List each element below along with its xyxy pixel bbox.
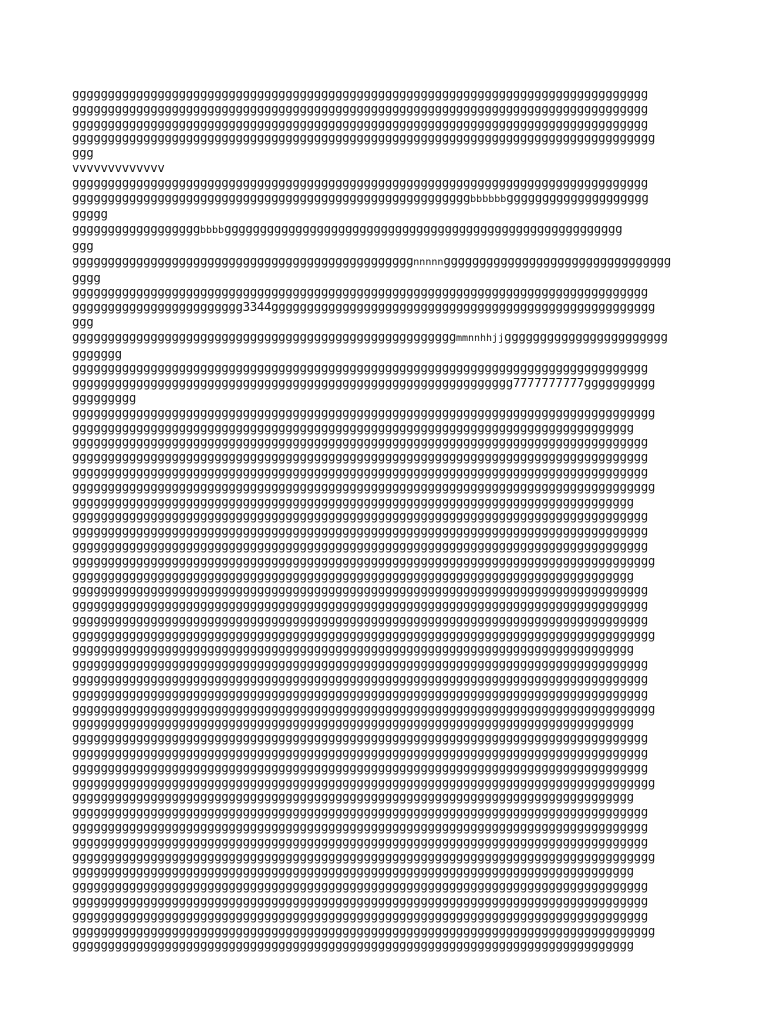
text-run: ggggggggggggggggggggggggggggggggggggggggggggggggggggggggggggggggggggggggggggggggg <box>72 894 648 909</box>
text-line <box>72 583 712 598</box>
text-line <box>72 598 712 613</box>
text-run: gggggggggg <box>583 376 656 391</box>
text-run: ggggggggg <box>72 390 136 405</box>
inline-run: bbbbbb <box>470 193 507 205</box>
text-run: gggggggggggggggggggggggggggggggggggggggggggggggggggggggggggggggggggggggggggggggggg <box>72 775 656 790</box>
text-run: ggggggggggggggggggggggggggggggggggggggggggggggggggggggggggggggggggggggggggggggg <box>72 790 634 805</box>
text-run: ggggggggggggggggggggggggggggggggggggggggggggggggggggggggggggggggggggggggggggggggg <box>72 746 648 761</box>
text-run: gggggggggggggggggggggggggggggggggggggggggggggggggggggggggggggggggggggggggggggggggg <box>72 923 656 938</box>
text-line <box>72 102 712 117</box>
text-run: ggggggggggggggggggggggggggggggggggggggggggggggggggggggggggggggggggggggggggggggggg <box>72 805 648 820</box>
text-line <box>72 628 712 643</box>
text-line <box>72 421 712 436</box>
inline-run: bbbb <box>199 225 225 237</box>
text-run: gggggggggggggggggggggggggggggggggggggggggggggggggggggg <box>271 300 656 315</box>
inline-run: mmnnhhjj <box>455 332 505 344</box>
text-line <box>72 672 712 687</box>
inline-run: 3344 <box>242 300 272 315</box>
text-line <box>72 435 712 450</box>
text-run: ggggggggggggggggggggggggggggggggggggggggggggggggggggggggggggggggggggggggggggggggg <box>72 175 648 190</box>
text-line <box>72 239 712 254</box>
text-line <box>72 820 712 835</box>
text-line <box>72 330 712 347</box>
text-run: gggggggggggggggggggggggggggggggggggggggggggggggg <box>72 253 414 268</box>
text-run: gggggggggggggggggggg <box>506 190 649 205</box>
text-line <box>72 87 712 102</box>
text-run: ggggggggggggggggggggggggggggggggggggggggggggggggggggggggggggggggggggggggggggggggg <box>72 760 648 775</box>
text-line <box>72 254 712 271</box>
text-run: ggggggggggggggggggggggggggggggggggggggggggggggggggggggggggggggggggggggggggggggggg <box>72 908 648 923</box>
text-run: ggggggggggggggggggggggggggggggggggggggggggggggggggggggggggggggggggggggggggggggggg <box>72 731 648 746</box>
text-run: ggggggggggggggggggggggggggggggggggggggggggggggggggggggggggggggggggggggggggggggg <box>72 642 634 657</box>
text-run: ggggggggggggggggggggggggggggggggggggggggggggggggggggggggggggggggggggggggggggggggg <box>72 285 648 300</box>
text-line <box>72 864 712 879</box>
text-run: gggggggggggggggggggggggggggggggggggggggggggggggggggggggggggggggggggggggggggggggggg <box>72 849 656 864</box>
text-run: gggggggggggggggggggggggggggggggggggggggggggggggggggggggg <box>224 222 623 237</box>
text-run: gggggggggggggggggggggggggggggggggggggggggggggggggggggggggggggggggggggggggggggggggg <box>72 479 656 494</box>
text-run: ggg <box>72 146 94 161</box>
text-line <box>72 613 712 628</box>
text-run: ggggggggggggggggggggggg <box>504 329 668 344</box>
text-run: ggggggggggggggggggggggggggggggggggggggggggggggggggggggggggggggggggggggggggggggggg <box>72 435 648 450</box>
text-line <box>72 642 712 657</box>
text-run: gggggggggggggggggggggggggggggggggggggggggggggggggggggggggggggggggggggggggggggggggg <box>72 131 656 146</box>
text-line <box>72 805 712 820</box>
text-run: gggggggggggggggggggggggggggggggggggggggggggggggggggggggg <box>72 190 471 205</box>
text-line <box>72 687 712 702</box>
text-line <box>72 716 712 731</box>
text-line <box>72 450 712 465</box>
text-line <box>72 731 712 746</box>
text-line <box>72 300 712 315</box>
text-run: ggggggggggggggggggggggggggggggggggggggggggggggggggggggggggggggggggggggggggggggggg <box>72 598 648 613</box>
text-line <box>72 569 712 584</box>
text-line <box>72 790 712 805</box>
text-run: gggggggggggggggggg <box>72 222 200 237</box>
text-run: gggg <box>72 270 101 285</box>
text-run: gggggggggggggggggggggggggggggggggggggggggggggggggggggggggggggggggggggggggggggggggg <box>72 701 656 716</box>
text-line <box>72 776 712 791</box>
text-run: gggggggggggggggggggggggggggggggggggggggggggggggggggggggggggggggggggggggggggggggggg <box>72 553 656 568</box>
text-line <box>72 222 712 239</box>
text-run: ggggggggggggggggggggggggggggggggggggggggggggggggggggggggggggggggggggggggggggggggg <box>72 538 648 553</box>
text-run: gggggggggggggggggggggggggggggggggggggggggggggggggggggggggggggggggggggggggggggggggg <box>72 405 656 420</box>
text-run: ggggggggggggggggggggggggggggggggggggggggggggggggggggggggggggggggggggggggggggggggg <box>72 834 648 849</box>
text-line <box>72 465 712 480</box>
text-line <box>72 495 712 510</box>
text-run: gggggggggggggggggggggggg <box>72 300 243 315</box>
text-line <box>72 761 712 776</box>
text-line <box>72 285 712 300</box>
text-line <box>72 347 712 362</box>
text-line <box>72 146 712 161</box>
text-run: ggggggggggggggggggggggggggggggggggggggggggggggggggggggggggggggggggggggggggggggg <box>72 420 634 435</box>
text-line <box>72 702 712 717</box>
text-run: ggggggggggggggggggggggggggggggggggggggggggggggggggggggggggggggggggggggggggggggggg <box>72 820 648 835</box>
text-run: ggggggggggggggggggggggggggggggggggggggggggggggggggggggggggggggggggggggggggggggggg <box>72 450 648 465</box>
text-run: ggggggggggggggggggggggggggggggggggggggggggggggggggggggggggggggggggggggggggggggggg <box>72 101 648 116</box>
text-line <box>72 894 712 909</box>
text-run: ggggggggggggggggggggggggggggggggggggggggggggggggggggggggggggggggggggggggggggggggg <box>72 509 648 524</box>
text-run: gggggggggggggggggggggggggggggggggggggggggggggggggggggggggggggg <box>72 376 513 391</box>
text-run: ggggggggggggggggggggggggggggggggggggggggggggggggggggggggggggggggggggggggggggggggg <box>72 464 648 479</box>
text-run: ggggggggggggggggggggggggggggggggggggggggggggggggggggggggggggggggggggggggggggggg <box>72 716 634 731</box>
text-run: ggggggggggggggggggggggggggggggggggggggggggggggggggggggggggggggggggggggggggggggggg <box>72 524 648 539</box>
text-line <box>72 539 712 554</box>
text-line <box>72 161 712 176</box>
text-line <box>72 176 712 191</box>
text-line <box>72 480 712 495</box>
text-line <box>72 117 712 132</box>
text-run: ggggggggggggggggggggggggggggggggggggggggggggggggggggggggggggggggggggggggggggggggg <box>72 116 648 131</box>
text-run: ggggggggggggggggggggggggggggggggggggggggggggggggggggggggggggggggggggggggggggggg <box>72 938 634 953</box>
text-run: ggggggggggggggggggggggggggggggggggggggggggggggggggggggggggggggggggggggggggggggg <box>72 494 634 509</box>
text-run: ggggggggggggggggggggggggggggggggggggggggggggggggggggggggggggggggggggggggggggggg <box>72 568 634 583</box>
text-line <box>72 271 712 286</box>
text-run: ggggggggggggggggggggggggggggggggggggggggggggggggggggggggggggggggggggggggggggggggg <box>72 583 648 598</box>
inline-run: 7777777777 <box>512 376 584 391</box>
document-body <box>72 87 712 953</box>
text-run: ggggggggggggggggggggggggggggggggggggggggggggggggggggggggggggggggggggggggggggggggg <box>72 686 648 701</box>
text-run: ggggggggggggggggggggggggggggggggggggggggggggggggggggggggggggggggggggggggggggggggg <box>72 361 648 376</box>
text-line <box>72 315 712 330</box>
inline-run: nnnnn <box>413 256 444 268</box>
text-line <box>72 376 712 391</box>
text-line <box>72 131 712 146</box>
text-run: ggg <box>72 314 94 329</box>
text-line <box>72 191 712 208</box>
text-line <box>72 554 712 569</box>
text-line <box>72 879 712 894</box>
text-line <box>72 207 712 222</box>
text-line <box>72 746 712 761</box>
text-run: ggggggggggggggggggggggggggggggggggggggggggggggggggggggggggggggggggggggggggggggggg <box>72 879 648 894</box>
text-line <box>72 524 712 539</box>
text-line <box>72 361 712 376</box>
text-run: vvvvvvvvvvvvv <box>72 160 165 175</box>
text-line <box>72 924 712 939</box>
text-run: ggggggggggggggggggggggggggggggggggggggggggggggggggggggggggggggggggggggggggggggg <box>72 864 634 879</box>
text-run: ggg <box>72 238 94 253</box>
text-run: ggggggggggggggggggggggggggggggggggggggggggggggggggggggggggggggggggggggggggggggggg <box>72 657 648 672</box>
text-line <box>72 657 712 672</box>
text-run: ggggggggggggggggggggggggggggggggggggggggggggggggggggggggggggggggggggggggggggggggg <box>72 87 648 101</box>
text-run: ggggggggggggggggggggggggggggggggggggggggggggggggggggggggggggggggggggggggggggggggg <box>72 672 648 687</box>
text-line <box>72 909 712 924</box>
text-line <box>72 406 712 421</box>
text-line <box>72 391 712 406</box>
text-run: ggggggggggggggggggggggggggggggggggggggggggggggggggggggggggggggggggggggggggggggggg <box>72 612 648 627</box>
text-line <box>72 509 712 524</box>
text-line <box>72 850 712 865</box>
text-run: gggggggggggggggggggggggggggggggggggggggggggggggggggggggggggggggggggggggggggggggggg <box>72 627 656 642</box>
text-run: ggggggg <box>72 346 122 361</box>
text-run: gggggggggggggggggggggggggggggggg <box>443 253 671 268</box>
text-run: gggggggggggggggggggggggggggggggggggggggggggggggggggggg <box>72 329 456 344</box>
text-run: ggggg <box>72 207 108 222</box>
text-line <box>72 835 712 850</box>
text-line <box>72 938 712 953</box>
